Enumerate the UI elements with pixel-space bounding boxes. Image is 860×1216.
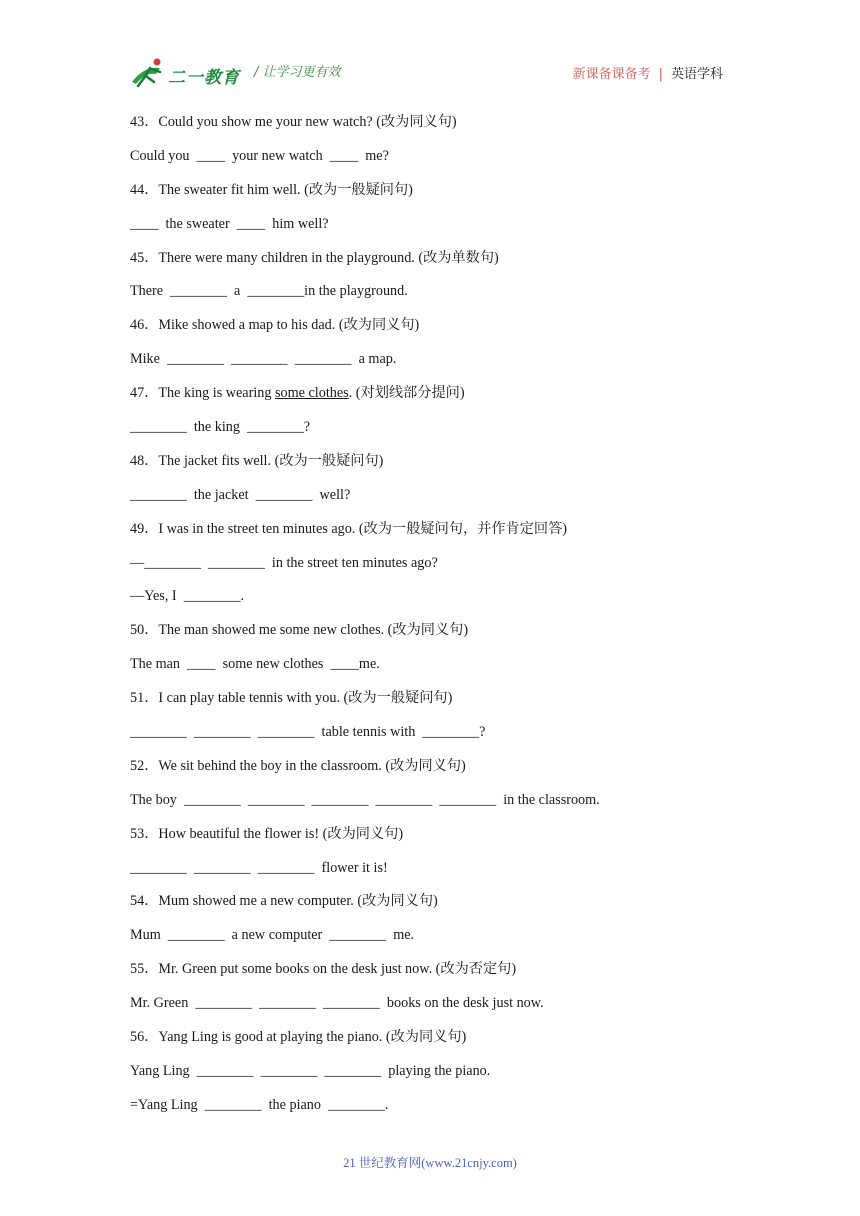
question-text: 45．There were many children in the playground. (改为单数句) [130, 249, 499, 266]
answer-line: Could you ____ your new watch ____ me? [130, 147, 389, 164]
question-text: 52．We sit behind the boy in the classroom. (改为同义句) [130, 757, 466, 774]
answer-line: Yang Ling ________ ________ ________ playing the piano. [130, 1062, 491, 1079]
answer-line: ____ the sweater ____ him well? [130, 215, 329, 232]
runner-logo-icon [130, 56, 170, 90]
answer-line: ________ ________ ________ flower it is! [130, 859, 388, 876]
logo [130, 56, 240, 90]
answer-line: ________ the jacket ________ well? [130, 486, 351, 503]
question-text-part: 47．The king is wearing [130, 385, 275, 402]
question-text: 48．The jacket fits well. (改为一般疑问句) [130, 452, 384, 469]
question-text-part: . (对划线部分提问) [348, 385, 465, 402]
header-separator: | [658, 67, 663, 82]
question-text: 50．The man showed me some new clothes. (改为同义句) [130, 622, 469, 639]
answer-line: There ________ a ________in the playground. [130, 283, 408, 300]
question-text: 56．Yang Ling is good at playing the piano. (改为同义句) [130, 1029, 467, 1046]
exercise-list [130, 110, 750, 1127]
page-header [130, 52, 730, 92]
question-text: 51．I can play table tennis with you. (改为一般疑问句) [130, 690, 453, 707]
question-text: 43．Could you show me your new watch? (改为同义句) [130, 114, 457, 130]
answer-line: =Yang Ling ________ the piano ________. [130, 1096, 389, 1113]
answer-line: Mum ________ a new computer ________ me. [130, 927, 415, 944]
answer-line: The man ____ some new clothes ____me. [130, 656, 380, 673]
answer-line: Mike ________ ________ ________ a map. [130, 351, 397, 368]
question-text: 54．Mum showed me a new computer. (改为同义句) [130, 893, 438, 910]
question-text: 49．I was in the street ten minutes ago. (改为一般疑问句，并作肯定回答) [130, 520, 567, 537]
answer-line: The boy ________ ________ ________ ________ ________ in the classroom. [130, 791, 600, 808]
header-subject [573, 63, 723, 82]
question-text: 53．How beautiful the flower is! (改为同义句) [130, 825, 404, 842]
logo-text: 二一教育 [168, 68, 240, 88]
answer-line: ________ the king ________? [130, 419, 311, 436]
page-footer: 21 世纪教育网(www.21cnjy.com) [343, 1156, 517, 1170]
answer-line: ________ ________ ________ table tennis with ________? [130, 724, 486, 741]
question-text [130, 381, 750, 415]
answer-line: —________ ________ in the street ten minutes ago? [130, 554, 438, 571]
header-course-label: 新课备课备考 [572, 67, 651, 82]
question-text: 44．The sweater fit him well. (改为一般疑问句) [130, 181, 413, 198]
underlined-phrase: some clothes [275, 385, 349, 402]
slogan: / 让学习更有效 [254, 65, 341, 80]
answer-line: Mr. Green ________ ________ ________ books on the desk just now. [130, 995, 544, 1012]
question-text: 46．Mike showed a map to his dad. (改为同义句) [130, 317, 420, 334]
header-subject-label: 英语学科 [670, 67, 723, 82]
question-text: 55．Mr. Green put some books on the desk just now. (改为否定句) [130, 961, 517, 978]
answer-line: —Yes, I ________. [130, 588, 245, 605]
